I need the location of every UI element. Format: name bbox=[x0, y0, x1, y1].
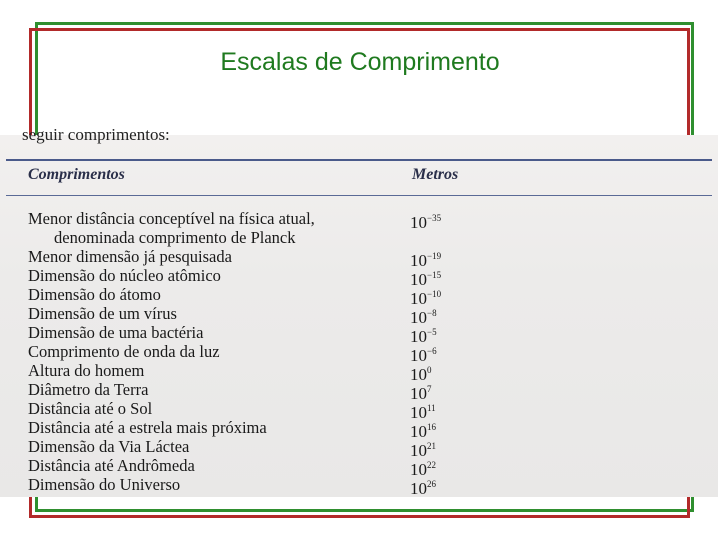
row-label: Menor dimensão já pesquisada bbox=[28, 247, 232, 266]
row-label: Dimensão do Universo bbox=[28, 475, 181, 494]
row-value: $10^{-10}$ bbox=[410, 289, 442, 308]
row-label: Comprimento de onda da luz bbox=[28, 342, 220, 361]
row-label: Dimensão do átomo bbox=[28, 285, 161, 304]
header-length: Comprimentos bbox=[28, 166, 125, 183]
slide-title: Escalas de Comprimento bbox=[220, 48, 500, 76]
row-value: $10^{21}$ bbox=[410, 441, 436, 460]
row-label bbox=[28, 209, 315, 247]
table-row bbox=[0, 418, 718, 441]
row-value: $10^{-8}$ bbox=[410, 308, 437, 327]
table-row bbox=[0, 475, 718, 498]
table-body bbox=[0, 209, 718, 498]
row-label: Altura do homem bbox=[28, 361, 145, 380]
row-value: $10^{22}$ bbox=[410, 460, 436, 479]
table-row bbox=[0, 304, 718, 327]
row-value: $10^{16}$ bbox=[410, 422, 436, 441]
row-value: $10^{-19}$ bbox=[410, 251, 442, 270]
table-row bbox=[0, 342, 718, 365]
table-row bbox=[0, 247, 718, 270]
table-rule-top bbox=[6, 159, 712, 161]
table-row bbox=[0, 399, 718, 422]
row-label: Dimensão de um vírus bbox=[28, 304, 177, 323]
row-value: $10^7$ bbox=[410, 384, 432, 403]
row-value: $10^0$ bbox=[410, 365, 432, 384]
table-row bbox=[0, 456, 718, 479]
scanned-table-image bbox=[0, 125, 718, 498]
table-row bbox=[0, 323, 718, 346]
table-rule-header bbox=[6, 195, 712, 196]
row-label: Dimensão da Via Láctea bbox=[28, 437, 190, 456]
header-meters: Metros bbox=[412, 166, 459, 183]
row-label: Distância até Andrômeda bbox=[28, 456, 195, 475]
table-row bbox=[0, 266, 718, 289]
table-row bbox=[0, 380, 718, 403]
table-row bbox=[0, 209, 718, 247]
row-value: $10^{-5}$ bbox=[410, 327, 437, 346]
row-value: $10^{-15}$ bbox=[410, 270, 442, 289]
table-row bbox=[0, 437, 718, 460]
row-value: $10^{26}$ bbox=[410, 479, 436, 498]
row-value: $10^{-6}$ bbox=[410, 346, 437, 365]
row-label-line2: denominada comprimento de Planck bbox=[54, 228, 296, 247]
row-label: Diâmetro da Terra bbox=[28, 380, 149, 399]
row-label: Dimensão de uma bactéria bbox=[28, 323, 204, 342]
row-label: Distância até o Sol bbox=[28, 399, 153, 418]
table-row bbox=[0, 361, 718, 384]
intro-text-cut: seguir comprimentos: bbox=[22, 125, 170, 144]
table-row bbox=[0, 285, 718, 308]
row-label-line1: Menor distância conceptível na física atual, bbox=[28, 209, 315, 228]
row-label: Distância até a estrela mais próxima bbox=[28, 418, 267, 437]
row-value: $10^{11}$ bbox=[410, 403, 436, 422]
row-label: Dimensão do núcleo atômico bbox=[28, 266, 221, 285]
row-value: $10^{-35}$ bbox=[410, 213, 442, 232]
